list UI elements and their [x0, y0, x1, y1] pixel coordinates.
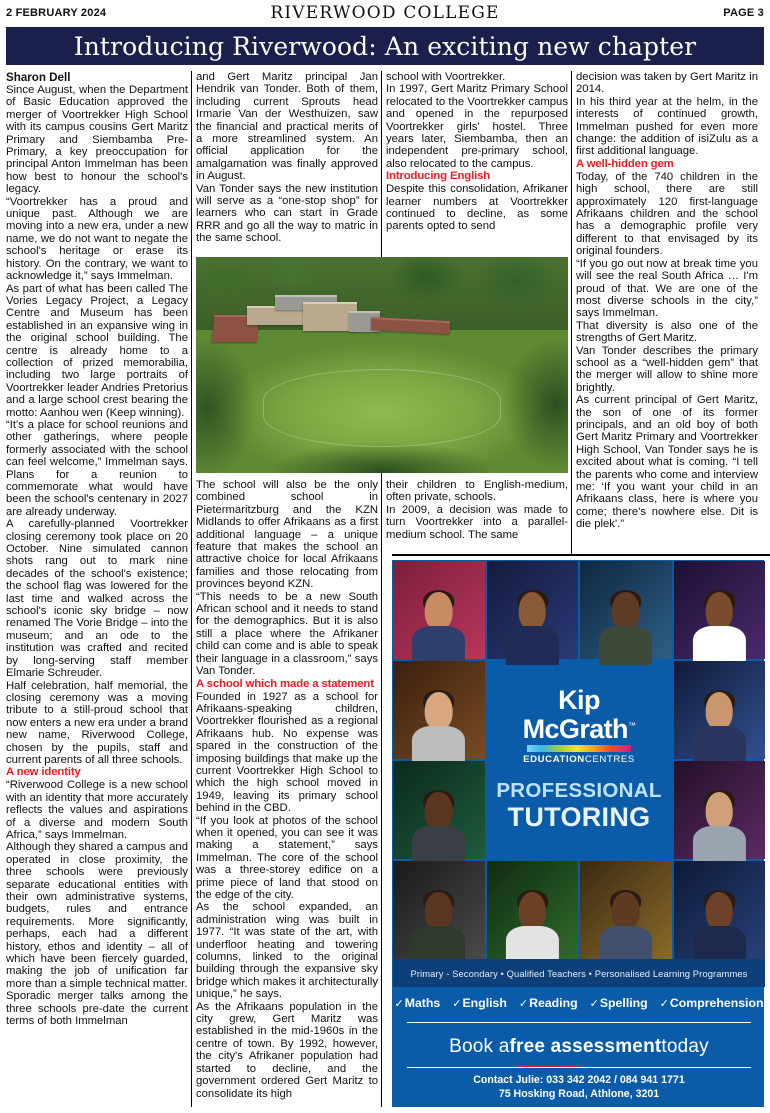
column-rule — [381, 71, 382, 1107]
student-photo — [674, 861, 766, 959]
article-column-4 — [576, 71, 758, 531]
paragraph: and Gert Maritz principal Jan Hendrik van Tonder. Both of them, including current Sprouts head Irmarie Van der Westhuizen, saw the financial and practical merits of a more streamlined system. An official application for the amalgamation was finally approved in August. — [196, 71, 378, 183]
paragraph: their children to English-medium, often private, schools. — [386, 479, 568, 504]
paragraph: “Riverwood College is a new school with an identity that more accurately reflects the values and aspirations of a diverse and modern South Africa,” says Immelman. — [6, 779, 188, 841]
paragraph: As current principal of Gert Maritz, the son of one of its former principals, and an old boy of both Gert Maritz Primary and Voortrekker High School, Van Tonder says he is excited about what is coming. “I tell the parents who come and interview me: ‘If you want your child in an Afrikaans class, here is where you come; there's nowhere else. Dit is die plek'.” — [576, 394, 758, 531]
paragraph: Sporadic merger talks among the three schools pre-date the current terms of both Immelman — [6, 990, 188, 1028]
advert-logo — [487, 661, 672, 859]
trademark-symbol: ™ — [627, 721, 636, 730]
paragraph: In 1997, Gert Maritz Primary School relocated to the Voortrekker campus and opened in the repurposed Voortrekker girls' hostel. Three years later, Siembamba, then an independent pre-primary school, also relocated to the campus. — [386, 83, 568, 170]
article-column-2-top — [196, 71, 378, 245]
paragraph: In his third year at the helm, in the interests of continued growth, Immelman pushed for even more change: the addition of isiZulu as a first additional language. — [576, 95, 758, 158]
paragraph: As the school expanded, an administration wing was built in 1977. “It was state of the art, with underfloor heating and towering columns, linked to the original building through the expansive sky bridge which makes it architecturally unique,” he says. — [196, 901, 378, 1001]
brand-wordmark — [522, 685, 636, 744]
headline-banner — [6, 27, 764, 65]
paragraph: Van Tonder says the new institution will serve as a “one-stop shop” for learners who can start in Grade RRR and go all the way to matric in the same school. — [196, 182, 378, 245]
check-icon: ✓ — [659, 998, 669, 1010]
campus-aerial-photo-image — [196, 257, 568, 473]
student-photo — [487, 861, 579, 959]
paragraph: Although they shared a campus and operated in close proximity, the three schools were previously separate educational entities with their own administrative systems, budgets, rules and entrance requirements. More significantly, perhaps, each had a different history, ethos and identity – all of which have been fiercely guarded, making the job of unification far more than a simple technical matter. — [6, 841, 188, 990]
student-photo — [393, 761, 485, 859]
article-photo — [196, 257, 568, 473]
paragraph: A carefully-planned Voortrekker closing ceremony took place on 20 October. Nine simulated cannon shots rang out to mark nine decades of the school's existence; the school flag was lowered for the last time and walked across the school's iconic sky bridge – now renamed The Vorie Bridge – into the museum; and an ode to the institution was crafted and recited by long-serving staff member Elmarie Schreuder. — [6, 518, 188, 680]
advert-top-rule — [392, 554, 770, 556]
paragraph: “This needs to be a new South African school and it needs to stand for the demographics. But it is also still a place where the Afrikaner child can come and is able to speak their language in a classroom,” says Van Tonder. — [196, 590, 378, 678]
rainbow-bar-icon — [527, 745, 631, 752]
paragraph: Despite this consolidation, Afrikaner learner numbers at Voortrekker continued to decline, as some parents opted to send — [386, 183, 568, 233]
check-icon: ✓ — [394, 998, 404, 1010]
brand-line-2: McGrath — [522, 714, 628, 744]
check-icon: ✓ — [589, 998, 599, 1010]
advert-student-photo-grid — [393, 561, 765, 959]
page-number: PAGE 3 — [723, 6, 764, 19]
advert-strapline: Primary - Secondary • Qualified Teachers • Personalised Learning Programmes — [393, 959, 765, 987]
subject-item — [660, 996, 764, 1010]
student-photo — [580, 861, 672, 959]
column-rule — [571, 71, 572, 554]
paragraph: As part of what has been called The Vories Legacy Project, a Legacy Centre and Museum has been established in an expansive wing in the original school building. The centre is already home to a collection of prized memorabilia, including two large portraits of Voortrekker leader Andries Pretorius and a large school crest bearing the motto: Aanhou wen (Keep winning). — [6, 282, 188, 419]
subject-label: Reading — [529, 996, 578, 1010]
advertisement-kip-mcgrath[interactable] — [392, 560, 764, 1107]
subject-item — [395, 996, 441, 1010]
paragraph: Van Tonder describes the primary school as a “well-hidden gem” that the merger will allow to shine more brightly. — [576, 344, 758, 394]
paragraph: “Voortrekker has a proud and unique past. Although we are moving into a new era, under a new name, we do not want to negate the school's heritage or erase its history. On the contrary, we want to acknowledge it,” says Immelman. — [6, 195, 188, 283]
advert-tagline-line-1: PROFESSIONAL — [496, 779, 662, 802]
contact-address-line: 75 Hosking Road, Athlone, 3201 — [498, 1088, 660, 1100]
advert-subjects-list — [393, 987, 765, 1019]
subject-label: Comprehension — [669, 996, 764, 1010]
paragraph: In 2009, a decision was made to turn Voortrekker into a parallel-medium school. The same — [386, 503, 568, 541]
student-photo — [580, 561, 672, 659]
paragraph: “If you go out now at break time you will see the real South Africa … I'm proud of that. We are one of the most diverse schools in the city,” says Immelman. — [576, 257, 758, 320]
article-column-1 — [6, 71, 188, 1027]
advert-divider — [407, 1067, 751, 1068]
column-rule — [191, 71, 192, 1107]
paragraph: “It's a place for school reunions and other gatherings, where people formerly associated with the school can feel welcome,” Immelman says. Plans for a reunion to commemorate what would have been the school's centenary in 2027 are already underway. — [6, 418, 188, 518]
advert-divider — [407, 1022, 751, 1023]
publication-title: RIVERWOOD COLLEGE — [270, 2, 500, 23]
brand-subtitle-light: CENTRES — [584, 754, 635, 765]
paragraph: Today, of the 740 children in the high school, there are still approximately 120 first-language Afrikaans children and the school has a demographic profile very different to that envisaged by its original founders. — [576, 170, 758, 258]
student-photo — [674, 761, 766, 859]
cta-prefix: Book a — [449, 1036, 510, 1057]
subject-label: Maths — [404, 996, 441, 1010]
subject-item — [519, 996, 578, 1010]
brand-line-1: Kip — [558, 685, 600, 715]
article-column-3-bottom — [386, 479, 568, 541]
paragraph: decision was taken by Gert Maritz in 2014. — [576, 71, 758, 96]
section-subheading: A well-hidden gem — [576, 157, 674, 170]
subject-item — [452, 996, 507, 1010]
paragraph: Half celebration, half memorial, the closing ceremony was a moving tribute to a still-proud school that now enters a new era under a brand new name, Riverwood College, chosen by the pupils, staff and current parents of all three schools. — [6, 679, 188, 766]
paragraph: As the Afrikaans population in the city grew, Gert Maritz was established in the mid-1960s in the centre of town. By 1992, however, the city's Afrikaner population had started to decline, and the government ordered Gert Maritz to consolidate its high — [196, 1000, 378, 1100]
byline: Sharon Dell — [6, 71, 71, 84]
student-photo — [674, 661, 766, 759]
contact-phone-line: Contact Julie: 033 342 2042 / 084 941 1771 — [473, 1074, 685, 1086]
check-icon: ✓ — [452, 998, 462, 1010]
student-photo — [674, 561, 766, 659]
paragraph: The school will also be the only combined school in Pietermaritzburg and the KZN Midlands to offer Afrikaans as a first additional language – a unique feature that makes the school an attractive choice for local Afrikaans families and those relocating from provinces beyond KZN. — [196, 479, 378, 591]
advert-tagline-line-2: TUTORING — [507, 802, 651, 832]
check-icon: ✓ — [518, 998, 529, 1010]
paragraph: school with Voortrekker. — [386, 71, 506, 83]
student-photo — [393, 661, 485, 759]
student-photo — [487, 561, 579, 659]
masthead-date: 2 FEBRUARY 2024 — [6, 6, 107, 19]
paragraph: “If you look at photos of the school when it opened, you can see it was making a statement,” says Immelman. The core of the school was a three-storey edifice on a prime piece of land that stood on the edge of the city. — [196, 814, 378, 901]
photo-sports-field — [263, 369, 501, 447]
brand-subtitle — [523, 754, 635, 765]
cta-emphasis: free assessment — [509, 1036, 662, 1057]
paragraph: Founded in 1927 as a school for Afrikaans-speaking children, Voortrekker flourished as a regional Afrikaans hub. No expense was spared in the construction of the imposing buildings that make up the current Voortrekker High School to which the high school moved in 1949, leaving its primary school behind in the CBD. — [196, 690, 378, 815]
paragraph: Since August, when the Department of Basic Education approved the merger of Voortrekker High School with its campus cousins Gert Maritz Primary and Siembamba Pre-Primary, a key preoccupation for principal Anton Immelman has been how best to honour the school's legacy. — [6, 84, 188, 196]
subject-label: Spelling — [599, 996, 648, 1010]
article-column-2-bottom — [196, 479, 378, 1100]
student-photo — [393, 561, 485, 659]
masthead — [0, 0, 770, 25]
advert-contact-details — [393, 1073, 765, 1101]
headline: Introducing Riverwood: An exciting new chapter — [73, 31, 697, 61]
subject-item — [590, 996, 648, 1010]
section-subheading: A new identity — [6, 766, 81, 779]
brand-subtitle-bold: EDUCATION — [523, 754, 585, 765]
section-subheading: Introducing English — [386, 170, 491, 183]
paragraph: That diversity is also one of the strengths of Gert Maritz. — [576, 319, 758, 345]
section-subheading: A school which made a statement — [196, 677, 374, 690]
subject-label: English — [462, 996, 507, 1010]
article-column-3-top — [386, 71, 568, 233]
student-photo — [393, 861, 485, 959]
cta-suffix: today — [661, 1036, 709, 1057]
